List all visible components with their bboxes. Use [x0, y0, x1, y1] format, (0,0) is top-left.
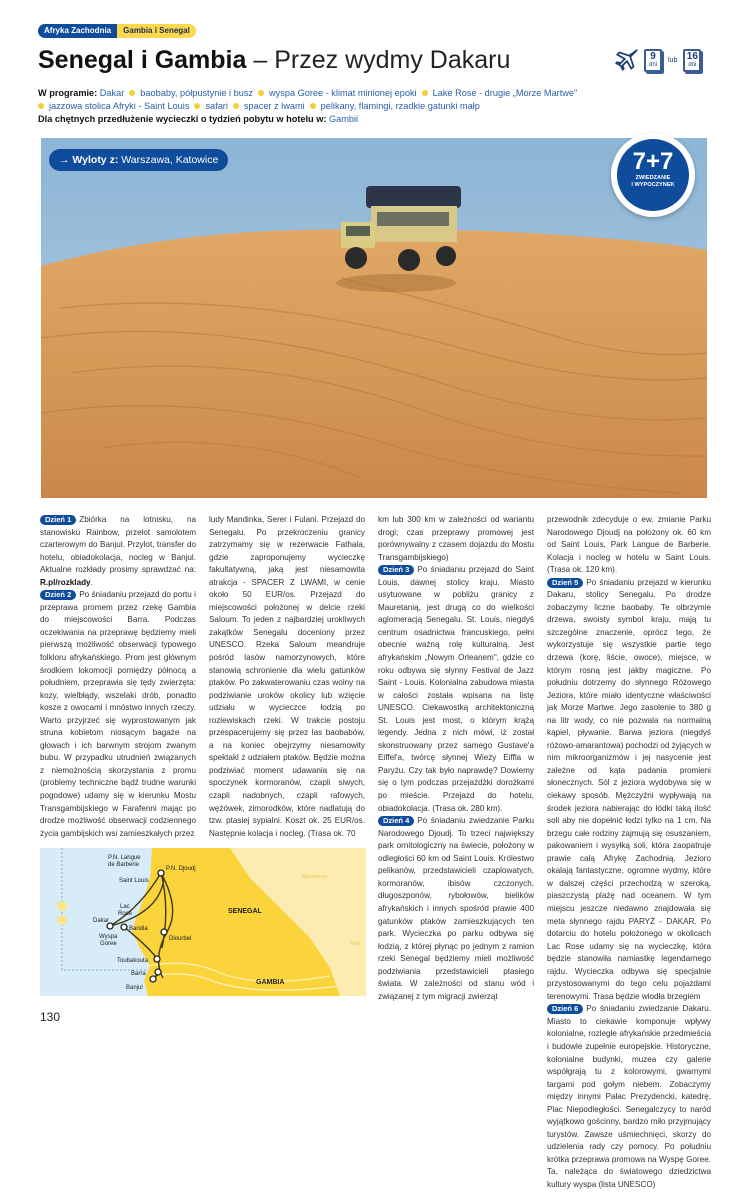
itinerary-text: Zbiórka na lotnisku, na stanowisku Rainbow, przelot samolotem czarterowym do Banjul. Przylot, transfer do hotelu, obiadokolacja, nocleg w Banjul. Aktualne rozkłady prosimy sprawdzać na: [40, 515, 196, 575]
map-label-mauretania: Mauretania [302, 874, 328, 880]
itinerary-text: Po śniadaniu zwiedzanie Dakaru. Miasto to ciekawie komponuje wpływy kolonialne, rozległe afrykańskie przedmieścia i budowle zupełnie europejskie. Historyczne, kolonialne budynki, muzea czy galerie współgrają tu z kolorowymi, gwarnymi targami pod gołym niebem. Zobaczymy między innymi Pałac Prezydencki, katedrę, Plac Niepodległości. Senegalczycy to naród wyjątkowo gościnny, bardzo miło przyjmujący turystów. Zawsze uśmiechnięci, skorzy do udzielenia rady czy pomocy. Po południu krótka przeprawa promowa na Wyspę Goree. Ta, należąca do światowego dziedzictwa kultury wyspa (lista UNESCO) [547, 1004, 711, 1189]
plane-icon [614, 47, 640, 73]
itinerary-text: ludy Mandinka, Serer i Fulani. Przejazd do Senegalu. Po przekroczeniu granicy zatrzymamy się w rezerwacie Fathala, gdzie zaproponujemy wycieczkę fakultatywną, jaką jest niesamowita atrakcja - SPACER Z LWAMI, w cenie około 50 EUR/os. Przejazd do miejscowości położonej w delcie rzeki Saloum. To jeden z najbardziej urokliwych zakątków Senegalu doceniony przez UNESCO. Rzeka Saloum meandruje pośród lasów namorzynowych, które stanowią schronienie dla wielu gatunków ptaków. Po zakwaterowaniu czas wolny na podziwianie uroków okolicy lub wzięcie udziału w wycieczce łodzią po rozlewiskach rzeki. W trakcie postoju przespacerujemy się przez las baobabów, a na koniec obejrzymy niesamowity spektakl z udziałem ptaków. Będzie można podziwiać moment udawania się na spoczynek kormoranów, czapli siwych, czapli nadobnych, czapli rafowych, wężówek, zimorodków, które nadlatują do tzw. ptasiej sypialni. Koszt ok. 25 EUR/os. Następnie kolacja i nocleg. (Trasa ok. 70 [209, 515, 365, 838]
map-label-wyspa: Wyspa [99, 934, 118, 940]
page-title [38, 44, 510, 76]
itinerary-paragraph [547, 1003, 711, 1191]
map-label-lac: Lac [120, 904, 130, 910]
map-label-langue: P.N. Langue [108, 855, 141, 861]
hero-photo-desert-truck [41, 138, 707, 498]
flights-label: Wyloty z: [72, 154, 119, 166]
bullet-icon [38, 103, 44, 109]
days-long-label: dni [688, 61, 697, 68]
or-label: lub [668, 56, 678, 64]
trip-type-badge [611, 133, 695, 217]
itinerary-column-3 [378, 514, 534, 1003]
program-item: safari [205, 100, 228, 111]
badge-line2: I WYPOCZYNEK [631, 182, 675, 188]
arrow-right-icon: → [59, 154, 73, 166]
bullet-icon [422, 90, 428, 96]
title-main: Senegal i Gambia [38, 46, 247, 74]
bullet-icon [194, 103, 200, 109]
day-label: Dzień 4 [378, 816, 414, 826]
program-item: spacer z lwami [243, 100, 305, 111]
days-long-number: 16 [686, 50, 698, 62]
extension-value: Gambii [329, 113, 359, 124]
map-label-djoudj: P.N. Djoudj [166, 866, 196, 872]
map-label-banjul: Banjul [126, 985, 143, 991]
itinerary-text: Po śniadaniu przejazd w kierunku Dakaru, stolicy Senegalu. Po drodze zobaczymy liczne baobaby. Te olbrzymie drzewa, swoisty symbol kraju, mają tu szczególne znaczenie, oprócz tego, że wykorzystuje się wszystkie partie tego drzewa (korę, liście, owoce), miejsce, w którym rosną jest jakby magiczne. Po południu dotrzemy do słynnego Różowego Jeziora, które miało identyczne właściwości jak Morze Martwe. Jego zasolenie to 380 g na litr wody, co nie pozwala na normalną kąpiel, pływanie. Barwa jeziora (niegdyś różowo-amarantowa) pochodzi od żyjących w nim mikroorganizmów i jej nasycenie jest zależne od kąta padania promieni słonecznych. Sól z jeziora wydobywa się w ciekawy sposób. Mężczyźni wypływają na środek jeziora nabierając do łódki taką ilość soli aby nie dopełnić łodzi tylko na 1 cm. Na brzegu całe rodziny zajmują się osuszaniem, pakowaniem i wysyłką soli, która zaopatruje prawie całą Afrykę Zachodnią. Jezioro okalają fantastyczne, ogromne wydmy, które w dalszej części przechodzą w szeroką, piaszczystą plażę nad oceanem. W tym miejscu jeszcze niedawno znajdowała się meta słynnego rajdu PARYŻ - DAKAR. Po dotarciu do hotelu położonego w okolicach Lac Rose udamy się na wycieczkę, która będzie stanowiła namiastkę legendarnego rajdu. Wycieczka odbywa się specjalnie przystosowanymi do tego celu pojazdami terenowymi. Trasa będzie wiodła brzegiem [547, 577, 711, 1001]
breadcrumb-country[interactable]: Gambia i Senegal [117, 24, 196, 38]
map-label-barberie: de Barberie [108, 862, 140, 868]
program-item: Dakar [99, 88, 125, 98]
itinerary-column-2 [209, 514, 365, 840]
itinerary-paragraph [40, 514, 196, 589]
day-label: Dzień 5 [547, 578, 583, 588]
bullet-icon [258, 90, 264, 96]
itinerary-text: Po śniadaniu przejazd do portu i przeprawa promem przez rzekę Gambia do miejscowości Barra. Podczas oczekiwania na przeprawę będziemy mieli pierwszą możliwość obserwacji typowego folkloru afrykańskiego. Prom jest głównym środkiem lokomocji pomiędzy północą a południem, przeprawia się tędy zwierzęta: kozy, wielbłądy, wszelaki drób, ponadto kosze z owocami i mnóstwo innych rzeczy. Warto przyjrzeć się wyprostowanym jak struna kobietom niosącym bagaże na głowach i ich barwnym strojom zwanym bubu. W przypadku utrudnień związanych z niemożnością skorzystania z promu (problemy techniczne bądź trudne warunki pogodowe) udamy się w kierunku Mostu Transgambijskiego w Farafenni mając po drodze możliwość obserwacji codziennego życia gambijskich wsi zamieszkałych przez [40, 590, 196, 838]
itinerary-text: km lub 300 km w zależności od wariantu drogi; czas przeprawy promowej jest porównywalny z czasem dojazdu do Mostu Transgambijskiego) [378, 515, 534, 562]
days-short-label: dni [648, 61, 657, 68]
title-subtitle: – Przez wydmy Dakaru [246, 46, 511, 74]
itinerary-text: Po śniadaniu zwiedzanie Parku Narodowego Djoudj. To trzeci największy park ornitologiczny na świecie, położony w odległości 60 km od Saint Louis. Królestwo pelikanów, przedstawicieli czaplowatych, kormoranów, ibisów czczonych, długoszponów, rybołowów, bielików afrykańskich i innych spośród prawie 400 gatunków ptaków zamieszkujących ten park. Wycieczka po parku odbywa się łodzią, z której płynąc po jednym z ramion rzeki Senegal będziemy mieli możliwość podziwiania przedstawicieli ptasiego świata. W zależności od stanu wód i związanej z tym migracji zwierząt [378, 816, 534, 1001]
bullet-icon [310, 103, 316, 109]
itinerary-paragraph [209, 514, 365, 840]
itinerary-text: przewodnik zdecyduje o ew. zmianie Parku Narodowego Djoudj na położony ok. 60 km od Saint Louis, Park Langue de Barberie. Kolacja i nocleg w hotelu w Saint Louis. (Trasa ok. 120 km). [547, 515, 711, 575]
itinerary-text: Po śniadaniu przejazd do Saint Louis, dawnej stolicy kraju. Miasto usytuowane w pobliżu granicy z Mauretanią, jest drugą co do wielkości aglomeracją Senegalu. St. Louis, niegdyś centrum osadnictwa francuskiego, pełni obecnie ważną rolę kulturalną. Jest afrykańskim „Nowym Orleanem", gdzie co roku odbywa się słynny Festival de Jazz Saint - Louis. Kolonialna zabudowa miasta w całości została wpisana na listę UNESCO. Ciekawostką architektoniczną St. Louis jest most, o którym krążą legendy. Jedna z nich mówi, iż został skonstruowany przez samego Gustave'a Eiffel'a, twórcę słynnej Wieży Eiffla w Paryżu. Czy tak było naprawdę? Dowiemy się o tym podczas przejażdżki dorożkami po mieście. Przejazd do hotelu, obiadokolacja. (Trasa ok. 280 km). [378, 565, 534, 813]
program-label: W programie: [38, 88, 98, 98]
extension-label: Dla chętnych przedłużenie wycieczki o tydzień pobytu w hotelu w: [38, 113, 327, 124]
program-item: baobaby, półpustynie i busz [140, 88, 254, 98]
map-label-toubakouta: Toubakouta [117, 958, 149, 964]
itinerary-paragraph [547, 514, 711, 577]
itinerary-paragraph [378, 514, 534, 564]
program-item: pelikany, flamingi, rzadkie gatunki małp [320, 100, 480, 111]
itinerary-paragraph [547, 577, 711, 1004]
days-long-box [683, 49, 701, 72]
departures-pill [49, 149, 228, 171]
map-label-bandia: Bandia [129, 926, 148, 932]
day-label: Dzień 1 [40, 515, 76, 525]
bullet-icon [129, 90, 135, 96]
day-label: Dzień 2 [40, 590, 76, 600]
program-item: jazzowa stolica Afryki - Saint Louis [49, 100, 190, 111]
page-number: 130 [40, 1010, 61, 1024]
itinerary-column-1 [40, 514, 196, 840]
itinerary-paragraph [40, 589, 196, 840]
map-label-goree: Goree [100, 941, 117, 947]
program-item: wyspa Goree - klimat minionej epoki [269, 88, 417, 98]
map-label-diourbel: Diourbel [169, 936, 192, 942]
program-item: Lake Rose - drugie „Morze Martwe" [432, 88, 578, 98]
trip-info-icons [614, 47, 701, 73]
flights-value: Warszawa, Katowice [121, 154, 219, 166]
map-label-rose: Rose [118, 911, 133, 917]
breadcrumb [38, 24, 196, 38]
days-short-number: 9 [650, 50, 656, 62]
schedule-link[interactable]: R.pl/rozklady [40, 577, 91, 587]
day-label: Dzień 6 [547, 1004, 583, 1014]
bullet-icon [233, 103, 239, 109]
map-label-dakar: Dakar [93, 918, 110, 924]
map-label-barra: Barra [131, 971, 146, 977]
map-label-mali: Mali [351, 941, 361, 947]
badge-line1: ZWIEDZANIE [635, 175, 671, 181]
itinerary-paragraph [378, 564, 534, 815]
itinerary-column-4 [547, 514, 711, 1192]
badge-number: 7+7 [632, 148, 674, 175]
days-short-box [644, 49, 662, 72]
itinerary-text: . [90, 577, 93, 587]
map-label-saint-louis: Saint Louis [119, 878, 149, 884]
program-summary [38, 87, 718, 125]
breadcrumb-region[interactable]: Afryka Zachodnia [38, 24, 117, 38]
day-label: Dzień 3 [378, 565, 414, 575]
itinerary-paragraph [378, 815, 534, 1003]
map-label-senegal: SENEGAL [228, 908, 262, 915]
route-map [40, 848, 366, 996]
map-label-gambia: GAMBIA [256, 979, 285, 986]
